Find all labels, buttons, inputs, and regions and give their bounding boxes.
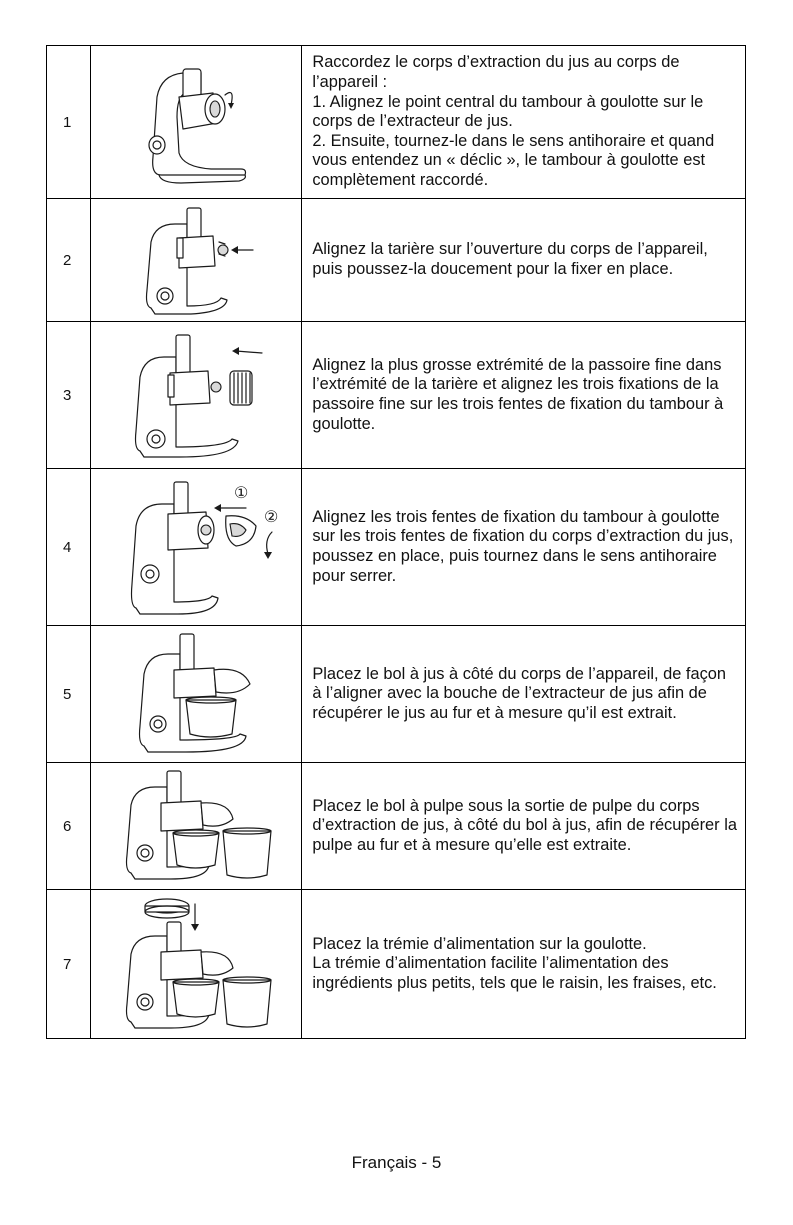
step-description xyxy=(302,46,746,199)
step-number: 2 xyxy=(47,199,91,322)
step-paragraph: Alignez les trois fentes de fixation du tambour à goulotte sur les trois fentes de fixation du corps d’extraction du jus, poussez en place, puis tournez dans le sens antihoraire pour serrer. xyxy=(312,507,734,585)
step-description xyxy=(302,890,746,1039)
step-row-6 xyxy=(47,763,746,890)
step-row-3 xyxy=(47,322,746,469)
step-description xyxy=(302,199,746,322)
auger-insertion-illustration xyxy=(121,202,271,318)
juicing-drum-attachment-illustration xyxy=(106,474,286,620)
step-description xyxy=(302,626,746,763)
page-footer: Français - 5 xyxy=(351,1153,442,1172)
step-number: 7 xyxy=(47,890,91,1039)
step-description xyxy=(302,763,746,890)
step-paragraph: Placez la trémie d’alimentation sur la goulotte. xyxy=(312,934,647,953)
step-row-4 xyxy=(47,469,746,626)
step-row-2 xyxy=(47,199,746,322)
step-illustration xyxy=(91,199,302,322)
step-illustration xyxy=(91,890,302,1039)
step-number: 6 xyxy=(47,763,91,890)
step-illustration xyxy=(91,469,302,626)
step-paragraph: Raccordez le corps d’extraction du jus au corps de l’appareil : xyxy=(312,53,680,92)
step-illustration xyxy=(91,626,302,763)
step-number: 5 xyxy=(47,626,91,763)
juice-bowl-placement-illustration xyxy=(116,630,276,758)
step-paragraph: Placez le bol à jus à côté du corps de l’appareil, de façon à l’aligner avec la bouche de l’extracteur de jus afin de récupérer le jus au fur et à mesure qu’il est extrait. xyxy=(312,664,727,722)
step-number: 1 xyxy=(47,46,91,199)
step-paragraph: Alignez la tarière sur l’ouverture du corps de l’appareil, puis poussez-la doucement pour la fixer en place. xyxy=(312,240,708,278)
step-number: 4 xyxy=(47,469,91,626)
step-marker-2: ② xyxy=(264,507,279,526)
step-paragraph: 2. Ensuite, tournez-le dans le sens antihoraire et quand vous entendez un « déclic », le tambour à goulotte est complètement raccordé. xyxy=(312,131,715,189)
step-paragraph: Alignez la plus grosse extrémité de la passoire fine dans l’extrémité de la tarière et alignez les trois fixations de la passoire fine sur les trois fentes de fixation du tambour à goulotte. xyxy=(312,355,724,433)
step-row-1 xyxy=(47,46,746,199)
step-illustration xyxy=(91,46,302,199)
step-paragraph: Placez le bol à pulpe sous la sortie de pulpe du corps d’extraction de jus, à côté du bol à jus, afin de récupérer la pulpe au fur et à mesure qu’elle est extraite. xyxy=(312,796,737,854)
step-number: 3 xyxy=(47,322,91,469)
fine-strainer-insertion-illustration xyxy=(116,327,276,463)
step-paragraph: 1. Alignez le point central du tambour à goulotte sur le corps de l’extracteur de jus. xyxy=(312,92,704,131)
step-description xyxy=(302,322,746,469)
step-illustration xyxy=(91,322,302,469)
pulp-bowl-placement-illustration xyxy=(111,767,281,885)
step-description xyxy=(302,469,746,626)
step-row-5 xyxy=(47,626,746,763)
step-row-7 xyxy=(47,890,746,1039)
feeding-hopper-placement-illustration xyxy=(111,894,281,1034)
instruction-steps-table xyxy=(46,45,746,1039)
step-illustration xyxy=(91,763,302,890)
step-paragraph: La trémie d’alimentation facilite l’alimentation des ingrédients plus petits, tels que le raisin, les fraises, etc. xyxy=(312,954,717,992)
step-marker-1: ① xyxy=(234,483,249,502)
juicer-body-with-chute-drum-illustration xyxy=(121,57,271,187)
